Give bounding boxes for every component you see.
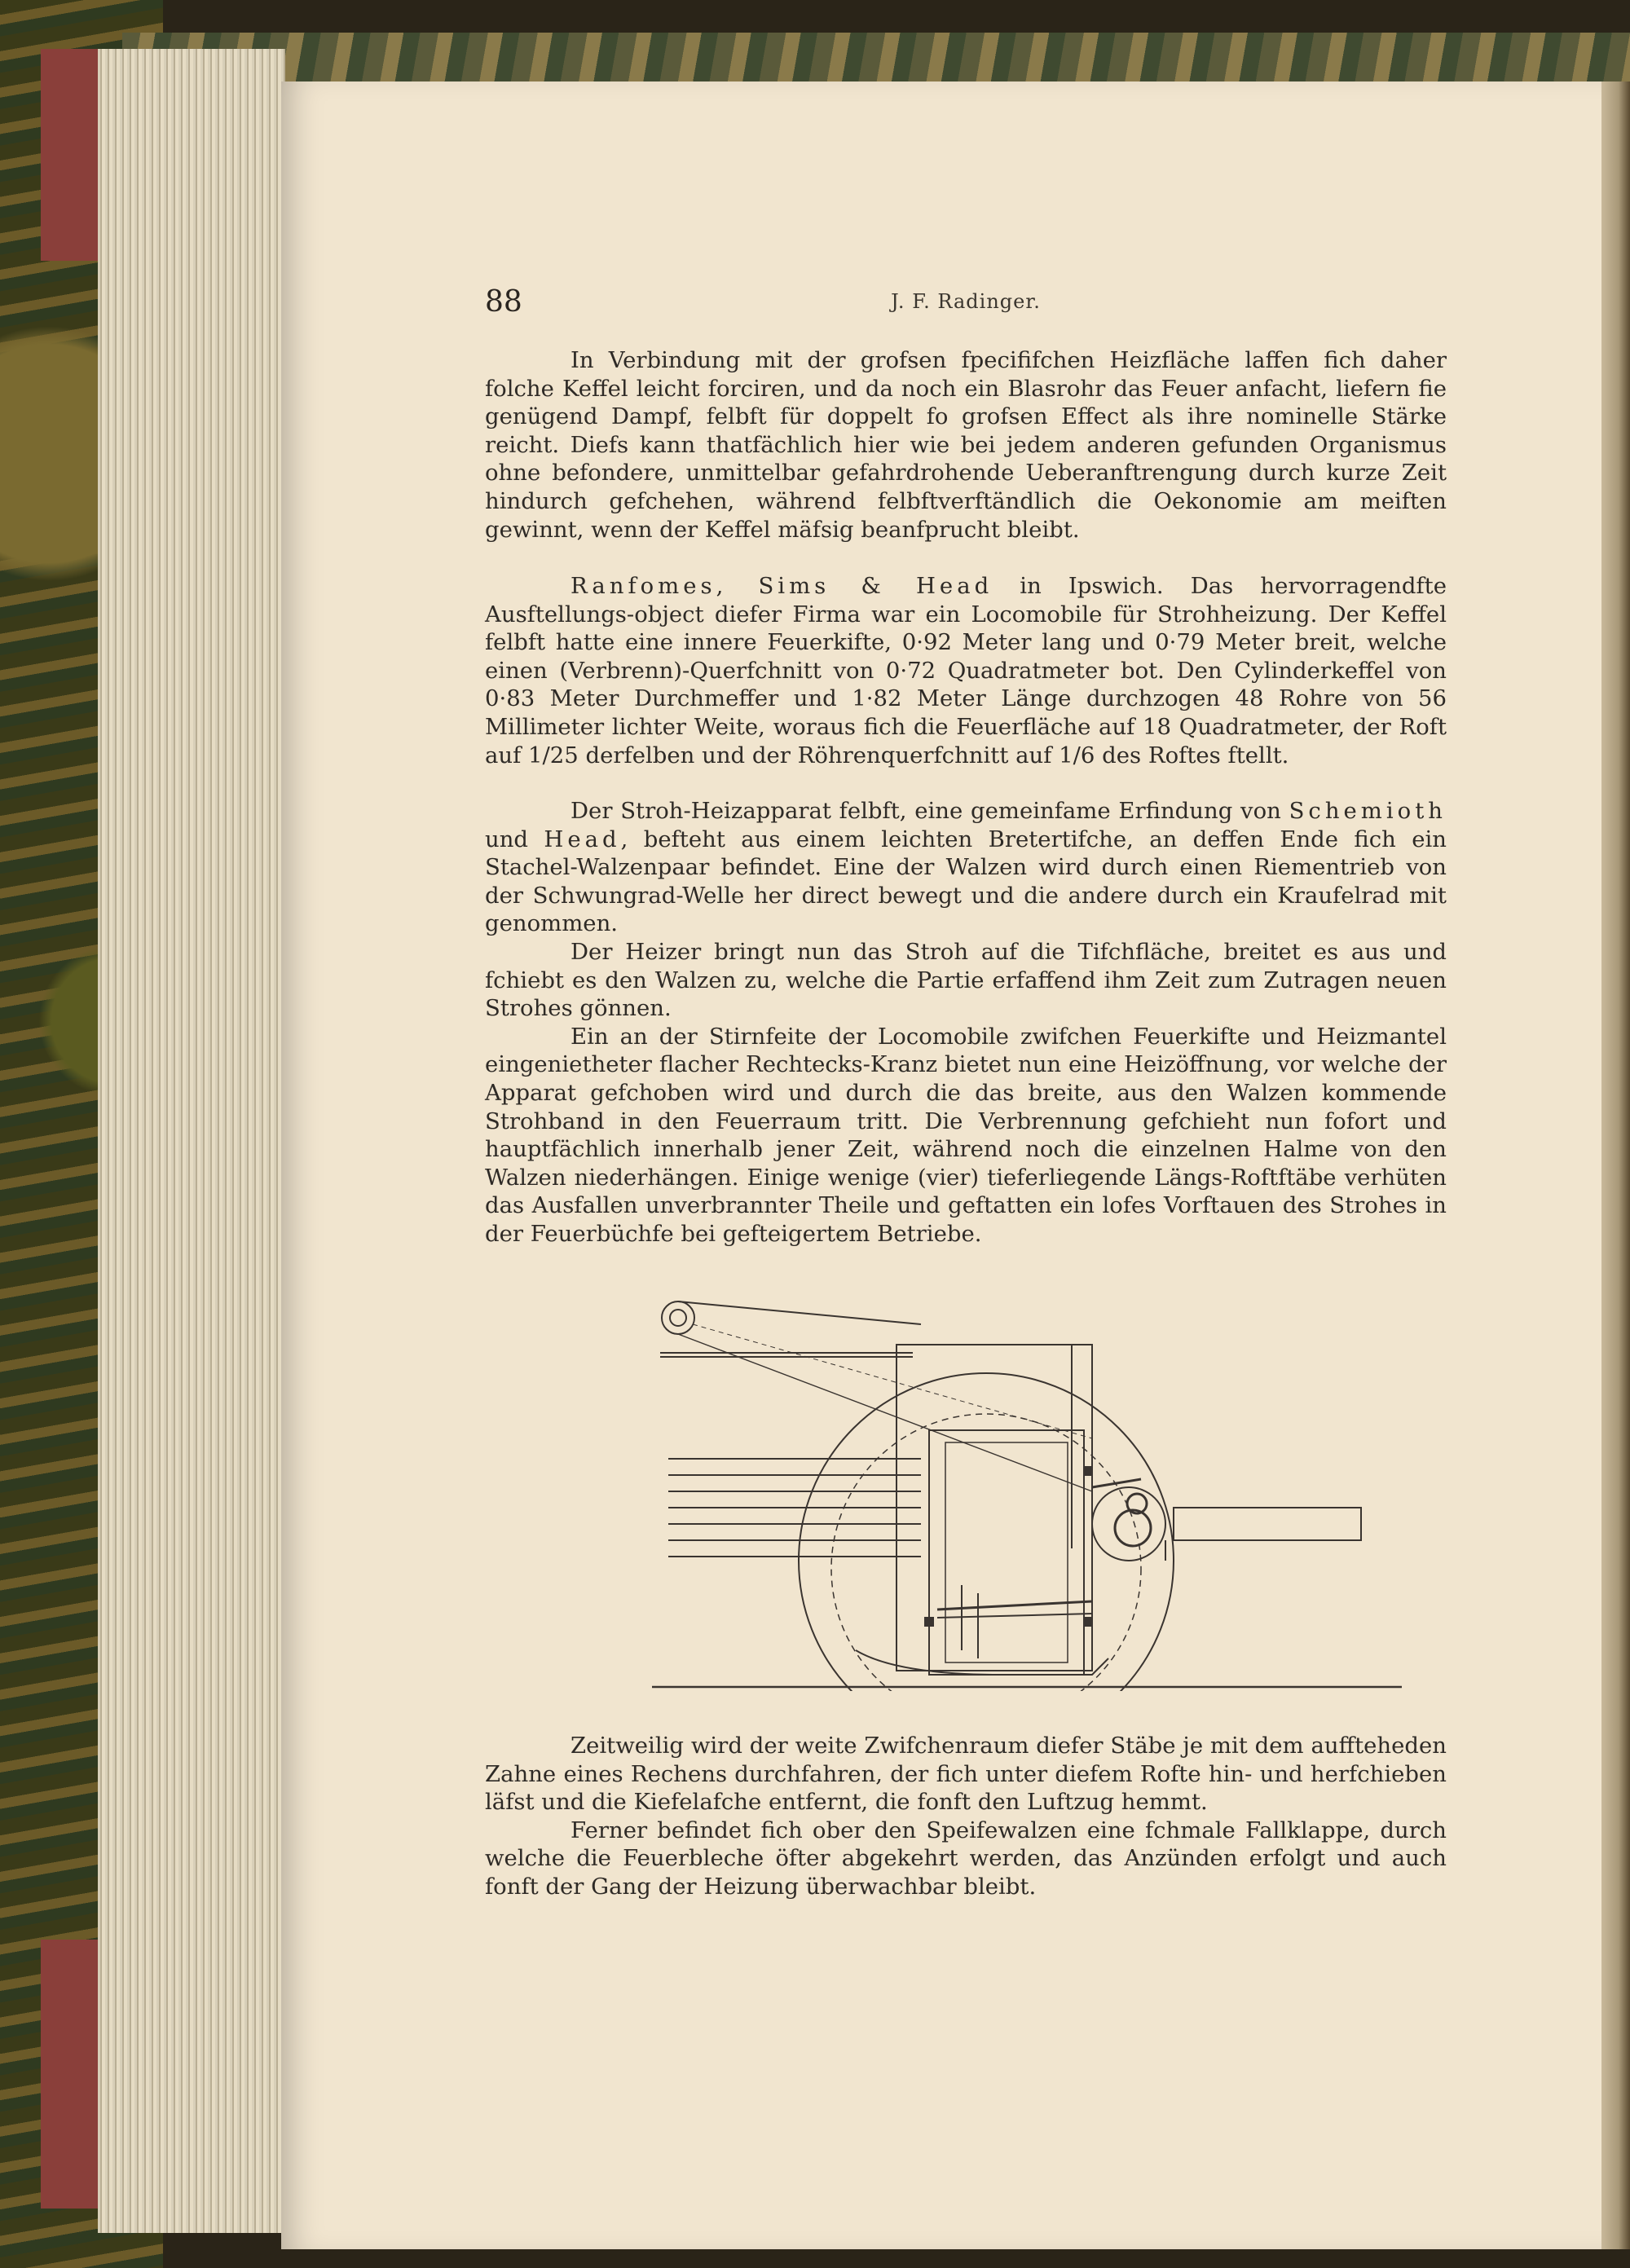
text-block-3	[485, 797, 1447, 1249]
paragraph: In Verbindung mit der grofsen fpecififchen Heizfläche laffen fich daher folche Keffel leicht forciren, und da noch ein Blasrohr das Feuer anfacht, liefern fie genügend Dampf, felbft für doppelt fo grofsen Effect als ihre nominelle Stärke reicht. Diefs kann thatfächlich hier wie bei jedem anderen gefunden Organismus ohne befondere, unmittelbar gefahrdrohende Ueberanftrengung durch kurze Zeit hindurch gefchehen, während felbftverftändlich die Oekonomie am meiften gewinnt, wenn der Keffel mäfsig beanfprucht bleibt.	[485, 347, 1447, 543]
page-number: 88	[485, 285, 522, 319]
company-name: Ranfomes, Sims & Head	[570, 573, 993, 599]
paragraph: Ein an der Stirnfeite der Locomobile zwifchen Feuerkifte und Heizmantel eingenietheter flacher Rechtecks-Kranz bietet nun eine Heizöffnung, vor welche der Apparat gefchoben wird und durch die das breite, aus den Walzen kommende Strohband in den Feuerraum tritt. Die Verbrennung gefchieht nun fofort und hauptfächlich innerhalb jener Zeit, während noch die einzelnen Halme von den Walzen niederhängen. Einige wenige (vier) tieferliegende Längs-Roftftäbe verhüten das Ausfallen unverbrannter Theile und geftatten ein lofes Vorftauen des Strohes in der Feuerbüchfe bei gefteigertem Betriebe.	[485, 1023, 1447, 1247]
page-header	[485, 285, 1447, 326]
paragraph-text: , befteht aus einem leichten Bretertifche, an deffen Ende fich ein Stachel-Walzenpaar befindet. Eine der Walzen wird durch einen Riementrieb von der Schwungrad-Welle her direct bewegt und die andere durch ein Kraufelrad mit genommen.	[485, 826, 1447, 937]
text-block-2	[485, 572, 1447, 769]
paragraph-text: in Ipswich. Das hervorragendfte Ausftellungs-object diefer Firma war ein Locomobile für Strohheizung. Der Keffel felbft hatte eine innere Feuerkifte, 0·92 Meter lang und 0·79 Meter breit, welche einen (Verbrenn)-Querfchnitt von 0·72 Quadratmeter bot. Den Cylinderkeffel von 0·83 Meter Durchmeffer und 1·82 Meter Länge durchzogen 48 Rohre von 56 Millimeter lichter Weite, woraus fich die Feuerfläche auf 18 Quadratmeter, der Roft auf 1/25 derfelben und der Röhrenquerfchnitt auf 1/6 des Roftes ftellt.	[485, 573, 1447, 768]
page-right-edge	[1601, 81, 1630, 2249]
paragraph	[485, 572, 1447, 769]
paragraph-text: Der Stroh-Heizapparat felbft, eine gemeinfame Erfindung von	[570, 798, 1289, 824]
paragraph: Zeitweilig wird der weite Zwifchenraum diefer Stäbe je mit dem auffteheden Zahne eines Rechens durchfahren, der fich unter diefem Rofte hin- und herfchieben läfst und die Kiefelafche entfernt, die fonft den Luftzug hemmt.	[485, 1733, 1447, 1816]
text-block-1	[485, 346, 1447, 544]
paragraph-text: und	[485, 826, 544, 852]
inventor-name: Head	[544, 826, 621, 852]
paragraph	[485, 797, 1447, 938]
running-head: J. F. Radinger.	[891, 290, 1041, 313]
straw-heater-illustration	[652, 1292, 1418, 1691]
paragraph: Ferner befindet fich ober den Speifewalzen eine fchmale Fallklappe, durch welche die Feuerbleche öfter abgekehrt werden, das Anzünden erfolgt und auch fonft der Gang der Heizung überwachbar bleibt.	[485, 1817, 1447, 1900]
inventor-name: Schemioth	[1289, 798, 1447, 824]
page-stack-edges	[98, 49, 285, 2233]
technical-drawing	[652, 1292, 1418, 1691]
paragraph: Der Heizer bringt nun das Stroh auf die Tifchfläche, breitet es aus und fchiebt es den Walzen zu, welche die Partie erfaffend ihm Zeit zum Zutragen neuen Strohes gönnen.	[485, 938, 1447, 1022]
text-block-4	[485, 1732, 1447, 1901]
